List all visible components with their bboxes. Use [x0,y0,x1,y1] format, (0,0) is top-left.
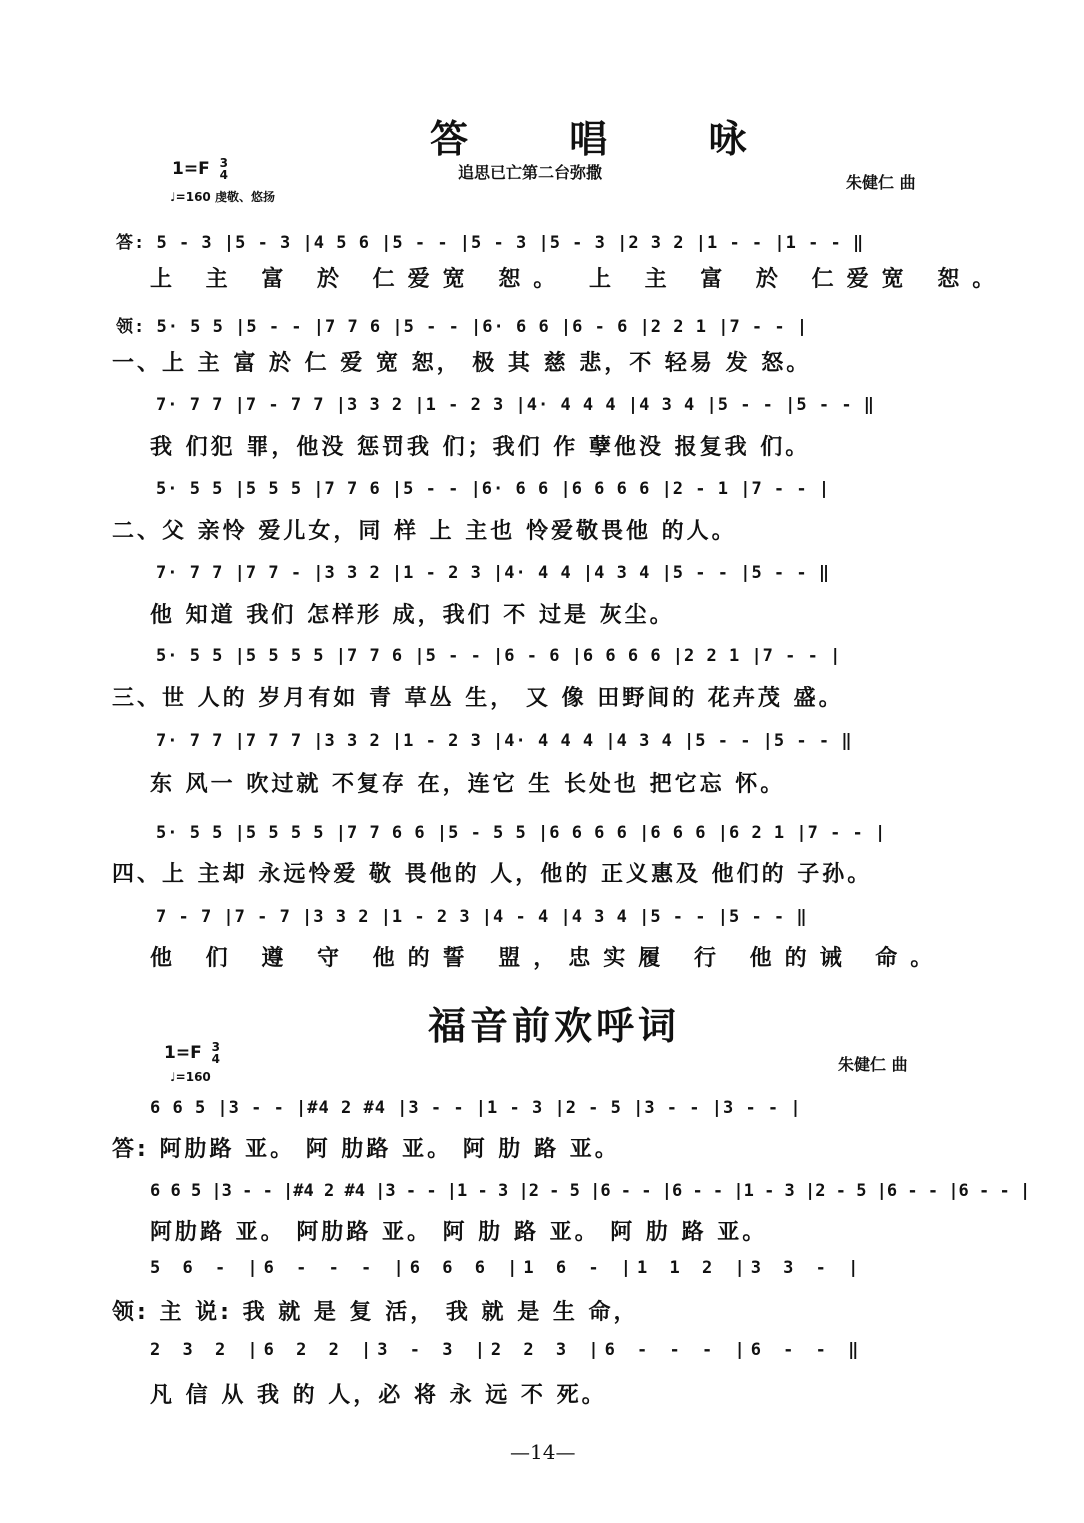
song1-notation-line: 答: 5 - 3 |5 - 3 |4 5 6 |5 - - |5 - 3 |5 - 3 |2 3 2 |1 - - |1 - - ‖ [116,233,865,253]
song2-notation-line: 6 6 5 |3 - - |#4 2 #4 |3 - - |1 - 3 |2 - 5 |6 - - |6 - - |1 - 3 |2 - 5 |6 - - |6 - - | [150,1181,1031,1201]
song1-notation-line: 7 - 7 |7 - 7 |3 3 2 |1 - 2 3 |4 - 4 |4 3 4 |5 - - |5 - - ‖ [156,907,808,927]
song1-lyric-line: 东 风一 吹过就 不复存 在，连它 生 长处也 把它忘 怀。 [150,772,786,797]
song1-lyric-line: 上 主 富 於 仁爱宽 恕。 上 主 富 於 仁爱宽 恕。 [150,267,1008,292]
song1-title: 答 唱 咏 [430,116,791,161]
song2-tempo: ♩=160 [170,1070,211,1084]
song2-lyric-line: 凡 信 从 我 的 人，必 将 永 远 不 死。 [150,1383,607,1408]
song2-key-signature [164,1041,220,1065]
song2-time-signature [212,1041,220,1065]
song2-title: 福音前欢呼词 [428,1003,681,1048]
song1-notation-line: 7· 7 7 |7 7 7 |3 3 2 |1 - 2 3 |4· 4 4 4 |4 3 4 |5 - - |5 - - ‖ [156,731,853,751]
song1-notation-line: 7· 7 7 |7 7 - |3 3 2 |1 - 2 3 |4· 4 4 |4 3 4 |5 - - |5 - - ‖ [156,563,831,583]
song1-notation-line: 7· 7 7 |7 - 7 7 |3 3 2 |1 - 2 3 |4· 4 4 4 |4 3 4 |5 - - |5 - - ‖ [156,395,876,415]
song1-composer: 朱健仁 曲 [846,173,916,192]
song1-time-signature [220,157,228,181]
song2-key: 1=F [164,1043,202,1063]
song1-notation-line: 领: 5· 5 5 |5 - - |7 7 6 |5 - - |6· 6 6 |6 - 6 |2 2 1 |7 - - | [116,317,809,337]
song1-lyric-line: 他 知道 我们 怎样形 成，我们 不 过是 灰尘。 [150,603,675,628]
song1-notation-line: 5· 5 5 |5 5 5 5 |7 7 6 |5 - - |6 - 6 |6 6 6 6 |2 2 1 |7 - - | [156,646,842,666]
song1-lyric-line: 一、上 主 富 於 仁 爱 宽 恕， 极 其 慈 悲，不 轻易 发 怒。 [112,351,812,376]
song1-notation-line: 5· 5 5 |5 5 5 |7 7 6 |5 - - |6· 6 6 |6 6 6 6 |2 - 1 |7 - - | [156,479,831,499]
song2-lyric-line: 答: 阿肋路 亚。 阿 肋路 亚。 阿 肋 路 亚。 [112,1137,620,1162]
song2-lyric-line: 阿肋路 亚。 阿肋路 亚。 阿 肋 路 亚。 阿 肋 路 亚。 [150,1220,768,1245]
song1-lyric-line: 他 们 遵 守 他的誓 盟，忠实履 行 他的诫 命。 [150,946,946,971]
song1-notation-line: 5· 5 5 |5 5 5 5 |7 7 6 6 |5 - 5 5 |6 6 6 6 |6 6 6 |6 2 1 |7 - - | [156,823,887,843]
song2-lyric-line: 领: 主 说: 我 就 是 复 活， 我 就 是 生 命， [112,1300,639,1325]
song1-key: 1=F [172,159,210,179]
song2-notation-line: 2 3 2 |6 2 2 |3 - 3 |2 2 3 |6 - - - |6 - - ‖ [150,1340,865,1360]
song2-composer: 朱健仁 曲 [838,1055,908,1074]
song2-time-top: 3 [211,1040,220,1054]
song2-time-bottom: 4 [211,1052,220,1066]
song1-subtitle: 追思已亡第二台弥撒 [458,163,603,182]
song2-notation-line: 5 6 - |6 - - - |6 6 6 |1 6 - |1 1 2 |3 3 - | [150,1258,865,1278]
song1-lyric-line: 四、上 主却 永远怜爱 敬 畏他的 人，他的 正义惠及 他们的 子孙。 [112,862,873,887]
song1-key-signature [172,157,228,181]
song1-time-top: 3 [219,156,228,170]
page-number: —14— [510,1440,576,1464]
song1-lyric-line: 二、父 亲怜 爱儿女，同 样 上 主也 怜爱敬畏他 的人。 [112,519,737,544]
song2-notation-line: 6 6 5 |3 - - |#4 2 #4 |3 - - |1 - 3 |2 - 5 |3 - - |3 - - | [150,1098,802,1118]
song1-lyric-line: 我 们犯 罪，他没 惩罚我 们；我们 作 孽他没 报复我 们。 [150,435,811,460]
song1-lyric-line: 三、世 人的 岁月有如 青 草丛 生， 又 像 田野间的 花卉茂 盛。 [112,686,844,711]
song1-tempo: ♩=160 虔敬、悠扬 [170,190,275,204]
song1-time-bottom: 4 [219,168,228,182]
